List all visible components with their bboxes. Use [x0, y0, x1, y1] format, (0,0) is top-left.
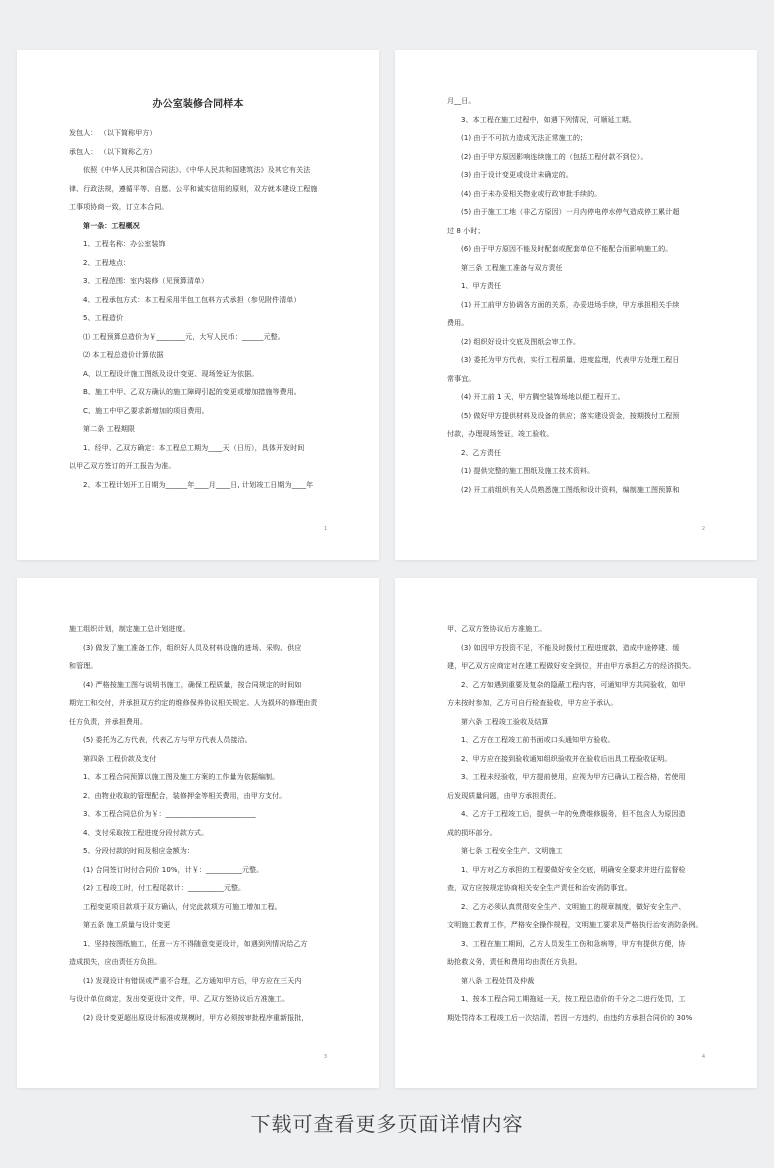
text-line: 2、本工程计划开工日期为______年____月____日, 计划竣工日期为____年: [83, 480, 314, 489]
document-page-2: [395, 50, 757, 560]
text-line: 月__日。: [447, 97, 476, 105]
text-line: ⑵ 本工程总造价计算依据: [83, 351, 164, 359]
text-line: 1、乙方在工程竣工前书面或口头通知甲方验收。: [461, 736, 615, 744]
text-line: (4) 由于未办妥相关物业或行政审批手续的。: [461, 189, 602, 198]
text-line: 3、工程范围：室内装修（见预算清单）: [83, 277, 209, 285]
text-line: 成的损坏部分。: [447, 828, 497, 837]
document-page-3: [17, 578, 379, 1088]
page-content: [69, 98, 327, 494]
text-line: (6) 由于甲方原因不能及时配套或配套单位不能配合而影响施工的。: [461, 245, 673, 253]
text-line: B、施工中甲、乙双方确认的施工障碍引起的变更或增加措施等费用。: [83, 388, 301, 396]
text-line: 查，双方应按规定协商相关安全生产责任和治安消防事宜。: [447, 884, 632, 892]
text-line: 1、按本工程合同工期拖延一天，按工程总造价的千分之二进行处罚，工: [461, 995, 686, 1003]
text-line: 方未按时参加，乙方可自行检查验收，甲方应予承认。: [447, 699, 618, 707]
text-line: (1) 由于不可抗力造成无法正常施工的；: [461, 134, 588, 142]
download-more-footer[interactable]: 下载可查看更多页面详情内容: [250, 1112, 524, 1136]
text-line: 4、乙方于工程竣工后，提供一年的免费维修服务，但不包含人为原因造: [461, 810, 686, 818]
text-line: 期处罚待本工程竣工后一次结清，若因一方违约，由违约方承担合同价的 30%: [447, 1013, 693, 1022]
text-line: 2、乙方责任: [461, 448, 502, 457]
text-line: 1、经甲、乙双方确定：本工程总工期为____天（日历），具体开发时间: [83, 443, 305, 452]
text-line: 第五条 施工质量与设计变更: [83, 921, 171, 929]
text-line: 第六条 工程竣工验收及结算: [461, 717, 549, 726]
text-line: 5、工程造价: [83, 314, 124, 322]
text-line: 期完工和交付，并承担双方约定的维修保养协议相关规定。人为损坏的修理由责: [69, 699, 318, 707]
text-line: 助抢救义务，责任和费用均由责任方负担。: [447, 958, 582, 966]
text-line: 1、甲方对乙方承担的工程要做好安全交底，明确安全要求并进行监督检: [461, 865, 686, 874]
document-page-4: [395, 578, 757, 1088]
text-line: 2、工程地点：: [83, 258, 131, 267]
text-line: 3、工程在施工期间，乙方人员发生工伤和急病等，甲方有提供方便，协: [461, 939, 686, 948]
text-line: 以甲乙双方签订的开工报告为准。: [69, 462, 176, 470]
text-line: 第二条 工程期限: [83, 425, 136, 433]
text-line: 文明施工教育工作，严格安全操作规程，文明施工要求及严格执行治安消防条例。: [447, 921, 703, 929]
page-number: 3: [323, 1054, 327, 1060]
text-line: 1、坚持按图纸施工，任意一方不得随意变更设计，如遇到列情况给乙方: [83, 939, 308, 948]
text-line: A、以工程设计施工图纸及设计变更、现场签证为依据。: [83, 369, 259, 378]
text-line: 承包人： （以下简称乙方）: [69, 147, 157, 156]
text-line: 4、工程承包方式：本工程采用半包工包料方式承担（参见附件清单）: [83, 295, 301, 304]
text-line: (2) 由于甲方原因影响连续施工的（包括工程付款不到位）。: [461, 152, 648, 161]
page-lines: [447, 92, 705, 499]
text-line: 3、工程未经验收，甲方提前使用，应视为甲方已确认工程合格，若使用: [461, 773, 686, 781]
text-line: 2、甲方应在接到验收通知组织验收并在验收后出具工程验收证明。: [461, 754, 672, 763]
text-line: 施工组织计划，制定施工总计划进度。: [69, 625, 190, 633]
page-content: [69, 620, 327, 1027]
page-number: 1: [323, 526, 327, 532]
text-line: (2) 开工前组织有关人员熟悉施工图纸和设计资料，编制施工图预算和: [461, 485, 680, 494]
page-lines: [69, 620, 327, 1027]
text-line: 造成损失，应由责任方负担。: [69, 958, 162, 966]
text-line: (3) 由于设计变更或设计未确定的。: [461, 171, 573, 179]
text-line: 工程变更项目款项于双方确认，付完此款项方可施工增加工程。: [83, 902, 282, 911]
text-line: 律、行政法规，遵循平等、自愿、公平和诚实信用的原则，双方就本建设工程施: [69, 184, 318, 193]
page-lines: [69, 124, 327, 494]
text-line: (1) 开工前甲方协调各方面的关系，办妥进场手续，甲方承担相关手续: [461, 300, 680, 309]
text-line: 5、分段付款的时间及相应金额为：: [83, 847, 195, 855]
text-line: 和管理。: [69, 662, 98, 670]
page-number: 2: [701, 526, 705, 532]
text-line: 1、甲方责任: [461, 282, 502, 290]
text-line: ⑴ 工程预算总造价为￥________元，大写人民币：______元整。: [83, 332, 285, 341]
text-line: 建，甲乙双方应商定对在建工程做好安全到位，并由甲方承担乙方的经济损失。: [447, 662, 696, 670]
text-line: 任方负责，并承担费用。: [69, 717, 148, 726]
text-line: (1) 合同签订时付合同价 10%，计￥：__________元整。: [83, 865, 264, 874]
document-title: 办公室装修合同样本: [152, 99, 244, 110]
page-number: 4: [701, 1054, 705, 1060]
text-line: (2) 组织好设计交底及图纸会审工作。: [461, 337, 581, 346]
text-line: 甲、乙双方签协议后方准施工。: [447, 625, 547, 633]
text-line: (2) 设计变更超出原设计标准或规模时，甲方必须按审批程序重新报批，: [83, 1013, 309, 1022]
text-line: (1) 提供完整的施工图纸及施工技术资料。: [461, 467, 595, 475]
text-line: (5) 做好甲方提供材料及设备的供应；落实建设资金，按期拨付工程预: [461, 411, 680, 420]
page-lines: [447, 620, 705, 1027]
text-line: (3) 做发了施工准备工作，组织好人员及材料设施的进场、采购、供应: [83, 643, 302, 652]
text-line: 4、支付采取按工程进度分段付款方式。: [83, 828, 209, 837]
document-page-1: [17, 50, 379, 560]
text-line: 第七条 工程安全生产、文明施工: [461, 847, 563, 855]
text-line: 发包人： （以下简称甲方）: [69, 129, 157, 137]
text-line: 1、工程名称：办公室装饰: [83, 240, 166, 248]
text-line: 费用。: [447, 319, 469, 327]
page-content: [447, 620, 705, 1027]
text-line: 3、本工程合同总价为￥：_________________________: [83, 810, 256, 818]
text-line: (2) 工程竣工时，付工程尾款计：__________元整。: [83, 884, 246, 892]
text-line: 第八条 工程处罚及仲裁: [461, 976, 535, 985]
text-line: 2、乙方如遇到重要及复杂的隐蔽工程内容，可通知甲方共同验收，如甲: [461, 680, 686, 689]
page-content: [447, 92, 705, 499]
text-line: (4) 严格按施工图与说明书施工，确保工程质量，按合同规定的时间如: [83, 680, 302, 689]
text-line: 付款，办理现场签证，竣工验收。: [447, 430, 554, 438]
text-line: 常事宜。: [447, 374, 476, 383]
text-line: 2、乙方必须认真贯彻安全生产、文明施工的规章制度，做好安全生产、: [461, 902, 686, 911]
text-line: 2、由物业收取的管理配合，装修押金等相关费用，由甲方支付。: [83, 791, 287, 800]
text-line: (5) 由于施工工地（非乙方原因）一月内停电停水停气造成停工累计超: [461, 208, 680, 216]
text-line: (5) 委托为乙方代表，代表乙方与甲方代表人员接洽。: [83, 736, 252, 744]
text-line: (3) 委托为甲方代表，实行工程质量、进度监理，代表甲方处理工程日: [461, 356, 680, 364]
text-line: 第一条：工程概况: [83, 221, 140, 230]
text-line: 工事项协商一致，订立本合同。: [69, 203, 169, 211]
text-line: (1) 发现设计有错误或严重不合理，乙方通知甲方后，甲方应在三天内: [83, 976, 302, 985]
text-line: (4) 开工前 1 天，甲方腾空装饰场地以便工程开工。: [461, 393, 625, 401]
text-line: 与设计单位商定，发出变更设计文件，甲、乙双方签协议后方准施工。: [69, 995, 290, 1003]
text-line: 过 8 小时；: [447, 226, 485, 235]
text-line: 3、本工程在施工过程中，如遇下列情况，可顺延工期。: [461, 115, 636, 124]
text-line: C、施工中甲乙要求新增加的项目费用。: [83, 406, 209, 415]
text-line: (3) 如因甲方投资不足，不能及时拨付工程进度款，造成中途停建、缓: [461, 643, 680, 652]
text-line: 后发现质量问题，由甲方承担责任。: [447, 791, 561, 800]
text-line: 1、本工程合同预算以施工图及施工方案的工作量为依据编制。: [83, 773, 280, 781]
text-line: 第四条 工程价款及支付: [83, 754, 157, 763]
text-line: 依照《中华人民共和国合同法》、《中华人民共和国建筑法》及其它有关法: [83, 166, 311, 174]
text-line: 第三条 工程施工准备与双方责任: [461, 263, 563, 272]
